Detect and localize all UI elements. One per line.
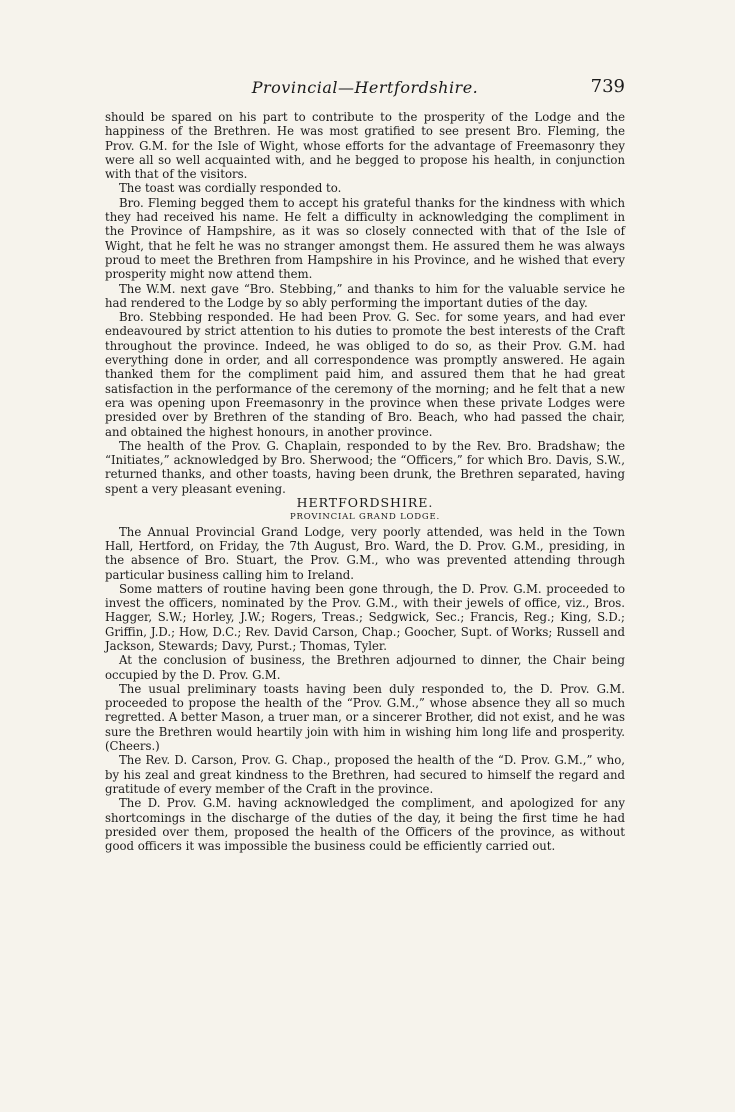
- paragraph: Bro. Fleming begged them to accept his grateful thanks for the kindness with which they had received his name. He felt a difficulty in acknowledging the compliment in the Province of Hampshire, as it was so closely connected with that of the Isle of Wight, that he felt he was no stranger amongst them. He assured them he was always proud to meet the Brethren from Hampshire in his Province, and he wished that every prosperity might now attend them.: [105, 195, 625, 282]
- paragraph: At the conclusion of business, the Brethren adjourned to dinner, the Chair being occupied by the D. Prov. G.M.: [105, 653, 625, 682]
- paragraph: The D. Prov. G.M. having acknowledged the compliment, and apologized for any shortcomings in the discharge of the duties of the day, it being the first time he had presided over them, proposed the health of the Officers of the province, as without good officers it was impossible the business could be efficiently carried out.: [105, 796, 625, 854]
- page-header: [105, 78, 625, 100]
- paragraph: should be spared on his part to contribute to the prosperity of the Lodge and the happiness of the Brethren. He was most gratified to see present Bro. Fleming, the Prov. G.M. for the Isle of Wight, whose efforts for the advantage of Freemasonry they were all so well acquainted with, and he begged to propose his health, in conjunction with that of the visitors.: [105, 110, 625, 182]
- paragraph: The usual preliminary toasts having been duly responded to, the D. Prov. G.M. proceeded to propose the health of the “Prov. G.M.,” whose absence they all so much regretted. A better Mason, a truer man, or a sincerer Brother, did not exist, and he was sure the Brethren would heartily join with him in wishing him long life and prosperity. (Cheers.): [105, 681, 625, 754]
- paragraph: Bro. Stebbing responded. He had been Prov. G. Sec. for some years, and had ever endeavoured by strict attention to his duties to promote the best interests of the Craft throughout the province. Indeed, he was obliged to do so, as their Prov. G.M. had everything done in order, and all correspondence was promptly answered. He again thanked them for the compliment paid him, and assured them that he had great satisfaction in the performance of the ceremony of the morning; and he felt that a new era was opening upon Freemasonry in the province when these private Lodges were presided over by Brethren of the standing of Bro. Beach, who had passed the chair, and obtained the highest honours, in another province.: [105, 310, 625, 439]
- paragraph: The toast was cordially responded to.: [119, 181, 342, 196]
- section-title: HERTFORDSHIRE.: [296, 495, 434, 511]
- paragraph: The Annual Provincial Grand Lodge, very poorly attended, was held in the Town Hall, Hertford, on Friday, the 7th August, Bro. Ward, the D. Prov. G.M., presiding, in the absence of Bro. Stuart, the Prov. G.M., who was prevented attending through particular business calling him to Ireland.: [105, 524, 625, 582]
- paragraph: The Rev. D. Carson, Prov. G. Chap., proposed the health of the “D. Prov. G.M.,” who, by his zeal and great kindness to the Brethren, had secured to himself the regard and gratitude of every member of the Craft in the province.: [105, 753, 625, 796]
- section-subtitle: PROVINCIAL GRAND LODGE.: [289, 512, 441, 523]
- paragraph: The health of the Prov. G. Chaplain, responded to by the Rev. Bro. Bradshaw; the “Initiates,” acknowledged by Bro. Sherwood; the “Officers,” for which Bro. Davis, S.W., returned thanks, and other toasts, having been drunk, the Brethren separated, having spent a very pleasant evening.: [105, 438, 625, 496]
- article-body: [105, 110, 625, 853]
- running-title: Provincial—Hertfordshire.: [251, 78, 479, 97]
- page-number: 739: [590, 76, 625, 97]
- paragraph: Some matters of routine having been gone through, the D. Prov. G.M. proceeded to invest the officers, nominated by the Prov. G.M., with their jewels of office, viz., Bros. Hagger, S.W.; Horley, J.W.; Rogers, Treas.; Sedgwick, Sec.; Francis, Reg.; King, S.D.; Griffin, J.D.; How, D.C.; Rev. David Carson, Chap.; Goocher, Supt. of Works; Russell and Jackson, Stewards; Davy, Purst.; Thomas, Tyler.: [105, 581, 625, 653]
- paragraph: The W.M. next gave “Bro. Stebbing,” and thanks to him for the valuable service he had rendered to the Lodge by so ably performing the important duties of the day.: [105, 281, 625, 310]
